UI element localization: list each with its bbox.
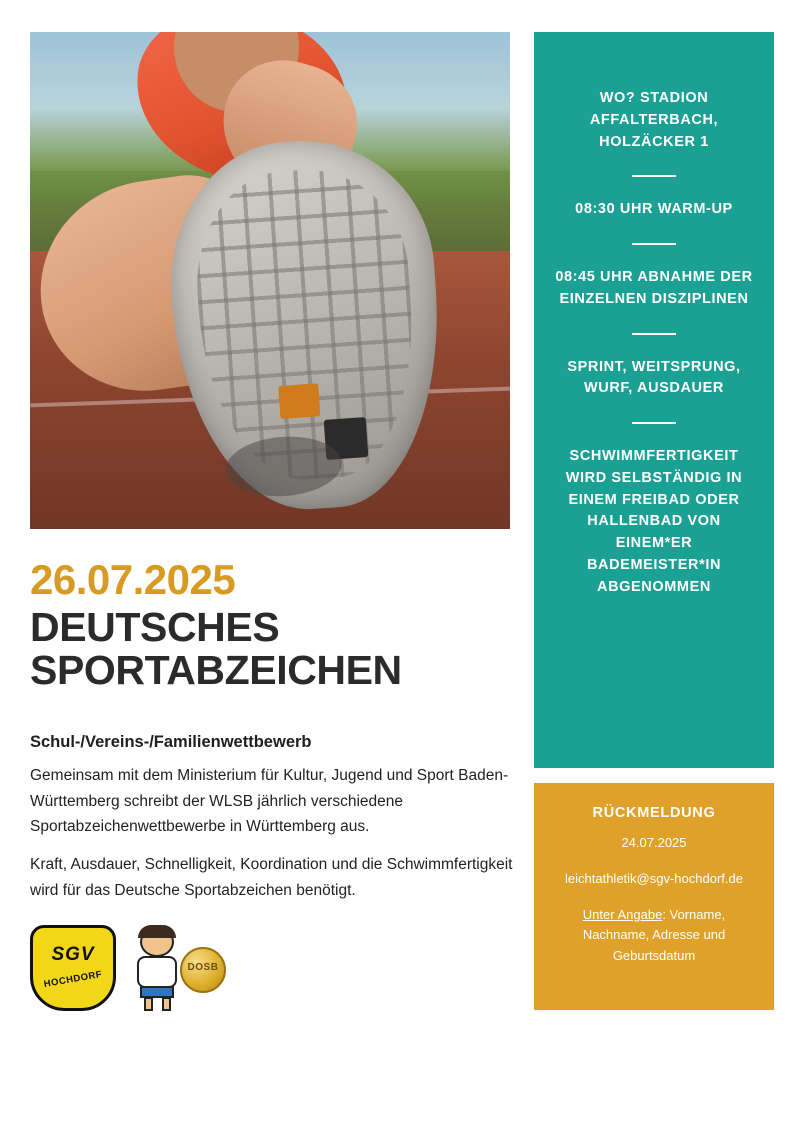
title-line-2: SPORTABZEICHEN <box>30 647 402 694</box>
body-paragraph-2: Kraft, Ausdauer, Schnelligkeit, Koordination und die Schwimmfertigkeit wird für das Deutsche Sportabzeichen benötigt. <box>30 856 513 899</box>
info-divider <box>632 422 676 424</box>
mascot-shirt <box>137 956 177 988</box>
mascot-leg-left <box>144 997 153 1011</box>
feedback-email[interactable]: leichtathletik@sgv-hochdorf.de <box>565 871 743 887</box>
competition-subtitle: Schul-/Vereins-/Familienwettbewerb <box>30 733 312 751</box>
info-divider <box>632 333 676 335</box>
info-divider <box>632 243 676 245</box>
hero-photo <box>30 32 510 529</box>
feedback-note-label: Unter Angabe <box>582 907 663 923</box>
feedback-title: RÜCKMELDUNG <box>592 805 716 821</box>
sgv-hochdorf-logo <box>30 925 116 1011</box>
sgv-logo-sub-text: HOCHDORF <box>43 968 103 991</box>
info-disciplines-time: 08:45 UHR ABNAHME DER EINZELNEN DISZIPLINEN <box>555 269 753 307</box>
feedback-note <box>556 905 752 965</box>
shoe-accent-orange <box>278 383 320 419</box>
event-date: 26.07.2025 <box>30 556 236 603</box>
title-line-1: DEUTSCHES <box>30 604 280 650</box>
info-warmup-time: 08:30 UHR WARM-UP <box>575 201 733 218</box>
info-divider <box>632 175 676 177</box>
body-paragraph-1: Gemeinsam mit dem Ministerium für Kultur, Jugend und Sport Baden-Württemberg schreibt der WLSB jährlich verschiedene Sportabzeichenwettbewerbe in Württemberg aus. <box>30 767 509 836</box>
medal-label: DOSB <box>187 962 219 973</box>
info-swimming-note: SCHWIMMFERTIGKEIT WIRD SELBSTÄNDIG IN EINEM FREIBAD ODER HALLENBAD VON EINEM*ER BADEMEISTER*IN ABGENOMMEN <box>565 448 743 595</box>
sgv-logo-main-text: SGV <box>51 944 95 965</box>
feedback-deadline-date: 24.07.2025 <box>621 835 687 850</box>
event-info-column <box>534 32 774 768</box>
info-discipline-list: SPRINT, WEITSPRUNG, WURF, AUSDAUER <box>567 358 741 397</box>
registration-feedback-box <box>534 783 774 1010</box>
logo-row <box>30 925 230 1015</box>
info-location: WO? STADION AFFALTERBACH, HOLZÄCKER 1 <box>589 90 719 150</box>
mascot-figure-icon <box>128 925 188 1013</box>
page-title <box>30 606 402 692</box>
sportabzeichen-medal-icon <box>180 947 226 993</box>
feedback-note-rest: : Vorname, Nachname, Adresse und Geburtsdatum <box>582 907 726 963</box>
mascot-leg-right <box>162 997 171 1011</box>
mascot-hair <box>138 925 176 938</box>
